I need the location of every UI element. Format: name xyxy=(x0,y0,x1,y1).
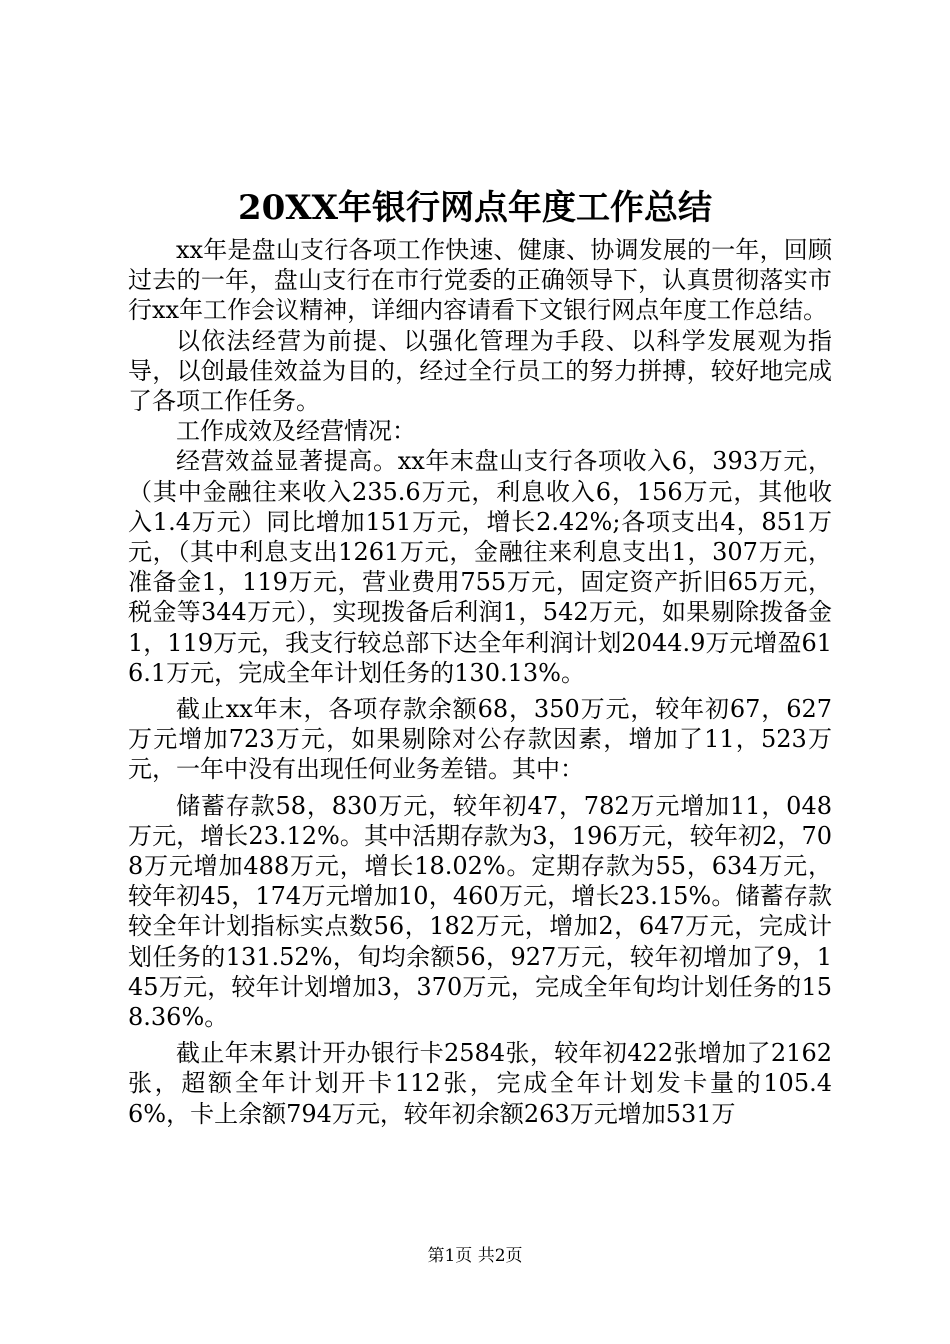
document-body xyxy=(128,235,832,1129)
paragraph-bank-cards: 截止年末累计开办银行卡2584张，较年初422张增加了2162张，超额全年计划开卡112张，完成全年计划发卡量的105.46%，卡上余额794万元，较年初余额263万元增加531万 xyxy=(128,1039,832,1128)
paragraph-principles: 以依法经营为前提、以强化管理为手段、以科学发展观为指导，以创最佳效益为目的，经过全行员工的努力拼搏，较好地完成了各项工作任务。 xyxy=(128,326,832,416)
paragraph-intro: xx年是盘山支行各项工作快速、健康、协调发展的一年，回顾过去的一年，盘山支行在市行党委的正确领导下，认真贯彻落实市行xx年工作会议精神，详细内容请看下文银行网点年度工作总结。 xyxy=(128,236,832,325)
paragraph-savings-deposits: 储蓄存款58，830万元，较年初47，782万元增加11，048万元，增长23.12%。其中活期存款为3，196万元，较年初2，708万元增加488万元，增长18.02%。定期存款为55，634万元，较年初45，174万元增加10，460万元，增长23.15%。储蓄存款较全年计划指标实点数56，182万元，增加2，647万元，完成计划任务的131.52%，旬均余额56，927万元，较年初增加了9，145万元，较年计划增加3，370万元，完成全年旬均计划任务的158.36%。 xyxy=(128,791,832,1032)
paragraph-section-heading: 工作成效及经营情况： xyxy=(176,417,416,446)
paragraph-operating-income: 经营效益显著提高。xx年末盘山支行各项收入6，393万元，（其中金融往来收入235.6万元，利息收入6，156万元，其他收入1.4万元）同比增加151万元，增长2.42%;各项支出4，851万元，（其中利息支出1261万元，金融往来利息支出1，307万元，准备金1，119万元，营业费用755万元，固定资产折旧65万元，税金等344万元），实现拨备后利润1，542万元，如果剔除拨备金1，119万元，我支行较总部下达全年利润计划2044.9万元增盈616.1万元，完成全年计划任务的130.13%。 xyxy=(128,447,832,687)
page-footer: 第1页 共2页 xyxy=(427,1246,523,1266)
paragraph-deposits: 截止xx年末，各项存款余额68，350万元，较年初67，627万元增加723万元，如果剔除对公存款因素，增加了11，523万元，一年中没有出现任何业务差错。其中： xyxy=(128,695,832,784)
document-title: 20XX年银行网点年度工作总结 xyxy=(237,188,713,228)
